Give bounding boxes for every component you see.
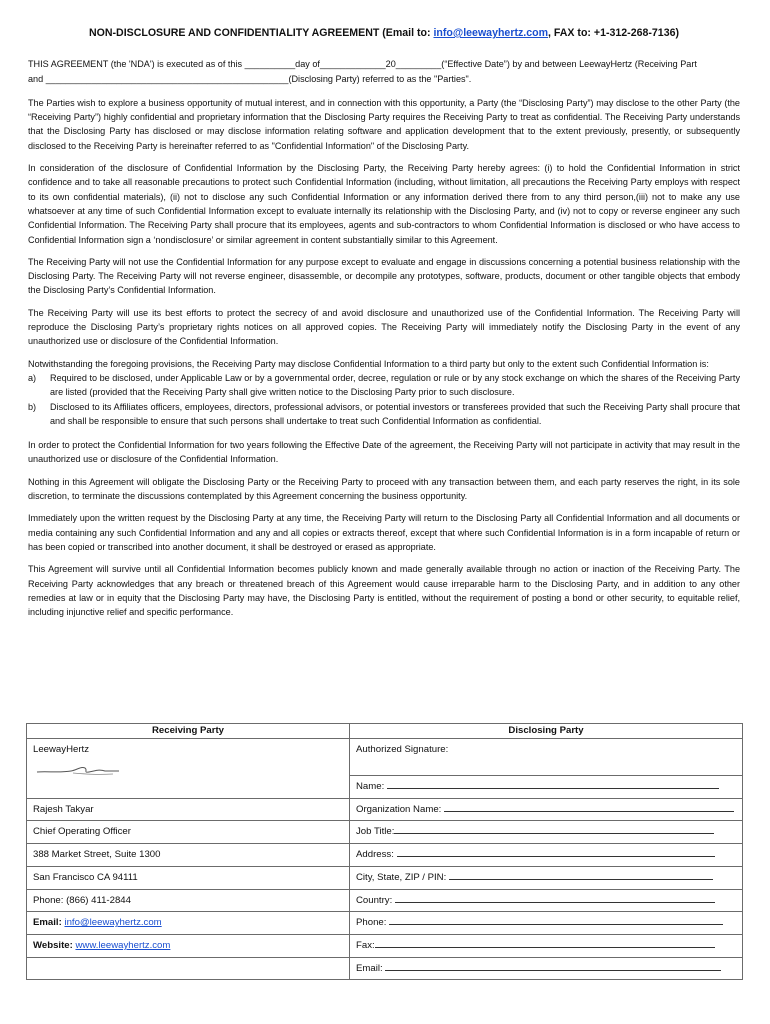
list-text: Disclosed to its Affiliates officers, employees, directors, professional advisors, or potential investors or transferees provided that such the Receiving Party shall procure that and shall be responsible to ensure that such persons shall undertake to treat such Confidential Information as confidential. [50,401,740,426]
paragraph-no-obligation: Nothing in this Agreement will obligate the Disclosing Party or the Receiving Party to proceed with any transaction between them, and each party reserves the right, in its sole discretion, to terminate the discussions contemplated by this Agreement concerning the business opportunity. [28,476,740,502]
job-title-line[interactable] [394,823,714,834]
authorized-signature-label: Authorized Signature: [356,744,449,755]
intro-line-1: THIS AGREEMENT (the 'NDA') is executed as of this __________day of_____________20_________(“Effective Date”) by and between LeewayHertz (Receiving Part [28,59,697,70]
organization-field[interactable] [350,798,743,821]
city-field[interactable] [350,866,743,889]
title-prefix: NON-DISCLOSURE AND CONFIDENTIALITY AGREEMENT (Email to: [88,27,434,39]
country-label: Country: [356,894,393,906]
organization-label: Organization Name: [356,803,442,815]
email-line[interactable] [385,960,721,971]
intro-paragraph [28,57,740,86]
address-line[interactable] [397,846,715,857]
signature-image [33,763,123,777]
job-title-field[interactable] [350,821,743,844]
phone-field[interactable] [350,912,743,935]
name-field[interactable] [350,776,743,799]
email-label: Email: [356,962,383,974]
receiving-phone: Phone: (866) 411-2844 [27,889,350,912]
disclosing-party-header: Disclosing Party [350,724,743,739]
list-item [28,371,740,400]
fax-line[interactable] [375,937,715,948]
paragraph-protection: In order to protect the Confidential Information for two years following the Effective Date of the agreement, the Receiving Party will not participate in activity that may result in the unauthorized use or disclosure of the Confidential Information. [28,440,740,465]
email-field[interactable] [350,957,743,980]
address-field[interactable] [350,844,743,867]
receiving-title: Chief Operating Officer [27,821,350,844]
phone-line[interactable] [389,914,723,925]
title-email-link[interactable]: info@leewayhertz.com [433,27,548,39]
receiving-signature-cell [27,739,350,799]
title-fax: , FAX to: +1-312-268-7136) [548,27,680,39]
intro-line-2: and ________________________________________________(Disclosing Party) referred to as the "Parties". [28,73,472,84]
receiving-party-header: Receiving Party [27,724,350,739]
country-field[interactable] [350,889,743,912]
paragraph-return: Immediately upon the written request by the Disclosing Party at any time, the Receiving Party will return to the Disclosing Party all Confidential Information and all documents or media containing any such Confidential Information and any and all copies or extracts thereof, except that where such Confidential Information is in a form incapable of return or has been copied or transcribed into another document, it shall be destroyed or erased as appropriate. [28,513,740,552]
paragraph-consideration: In consideration of the disclosure of Confidential Information by the Disclosing Party, the Receiving Party hereby agrees: (i) to hold the Confidential Information in strict confidence and to take all reasonable precautions to protect such Confidential Information (including, without limitation, all precautions the Receiving Party employs with respect to its own confidential materials), (ii) not to disclose any such Confidential Information or any information derived there from to any third person,(iii) not to make any use whatsoever at any time of such Confidential Information except to evaluate internally its relationship with the Disclosing Party, and (iv) not to copy or reverse engineer any such Confidential Information. The Receiving Party shall procure that its employees, agents and sub-contractors to whom Confidential Information is disclosed or who have access to Confidential Information sign a ‘nondisclosure’ or similar agreement in content substantially similar to this Agreement. [28,163,740,245]
receiving-email-cell [27,912,350,935]
name-line[interactable] [387,778,719,789]
exception-list [28,371,740,428]
name-label: Name: [356,781,385,792]
receiving-address: 388 Market Street, Suite 1300 [27,844,350,867]
paragraph-purpose: The Parties wish to explore a business opportunity of mutual interest, and in connection with this opportunity, a Party (the “Disclosing Party”) may disclose to the other Party (the “Receiving Party”) highly confidential and proprietary information that the Disclosing Party requires the Receiving Party to treat as confidential. The Receiving Party understands that the Disclosing Party has disclosed or may disclose information relating software and application development that to the extent previously, presently, or subsequently disclosed to the Receiving Party is hereinafter referred to as "Confidential Information" of the Disclosing Party. [28,97,740,151]
signature-table [26,723,743,980]
receiving-website-cell [27,934,350,957]
document-title [28,26,740,40]
receiving-email-link[interactable]: info@leewayhertz.com [64,917,162,929]
list-marker: b) [28,401,37,412]
authorized-signature-cell[interactable] [350,739,743,776]
agreement-document [28,26,740,627]
paragraph-secrecy: The Receiving Party will use its best efforts to protect the secrecy of and avoid disclosure and unauthorized use of the Confidential Information. The Receiving Party will reproduce the Disclosing Party’s proprietary rights notices on all approved copies. The Receiving Party will immediately notify the Disclosing Party in the event of any unauthorized use or disclosure of the Confidential Information. [28,307,740,347]
job-title-label: Job Title: [356,826,395,838]
phone-label: Phone: [356,917,387,929]
list-text: Required to be disclosed, under Applicable Law or by a governmental order, decree, regulation or rule or by any stock exchange on which the shares of the Receiving Party are listed (provided that the Receiving Party shall give written notice to the Disclosing Party prior to such disclosure. [50,372,740,398]
receiving-company: LeewayHertz [33,744,89,755]
list-marker: a) [28,372,37,383]
address-label: Address: [356,849,394,861]
fax-label: Fax: [356,939,375,951]
paragraph-survival: This Agreement will survive until all Confidential Information becomes publicly known and made generally available through no action or inaction of the Receiving Party. The Receiving Party acknowledges that any breach or threatened breach of this Agreement would cause irreparable harm to the Disclosing Party, and in addition to any other remedies at law or in equity that the Disclosing Party may have, the Disclosing Party is entitled, without the requirement of posting a bond or other security, to equitable relief, including injunctive relief and specific performance. [28,564,740,618]
receiving-website-label: Website: [33,939,73,951]
country-line[interactable] [395,892,715,903]
city-line[interactable] [449,869,713,880]
receiving-empty-cell [27,957,350,980]
paragraph-notwithstanding: Notwithstanding the foregoing provisions, the Receiving Party may disclose Confidential Information to a third party but only to the extent such Confidential Information is: [28,358,709,369]
fax-field[interactable] [350,934,743,957]
receiving-email-label: Email: [33,917,62,929]
paragraph-use: The Receiving Party will not use the Confidential Information for any purpose except to evaluate and engage in discussions concerning a potential business relationship with the Disclosing Party. The Receiving Party will not reverse engineer, disassemble, or decompile any prototypes, software, products, document or other tangible objects that embody the Disclosing Party’s Confidential Information. [28,256,740,296]
receiving-name: Rajesh Takyar [27,798,350,821]
city-label: City, State, ZIP / PIN: [356,871,447,883]
organization-line[interactable] [444,801,734,812]
list-item [28,400,740,429]
receiving-city: San Francisco CA 94111 [27,866,350,889]
receiving-website-link[interactable]: www.leewayhertz.com [75,939,171,951]
